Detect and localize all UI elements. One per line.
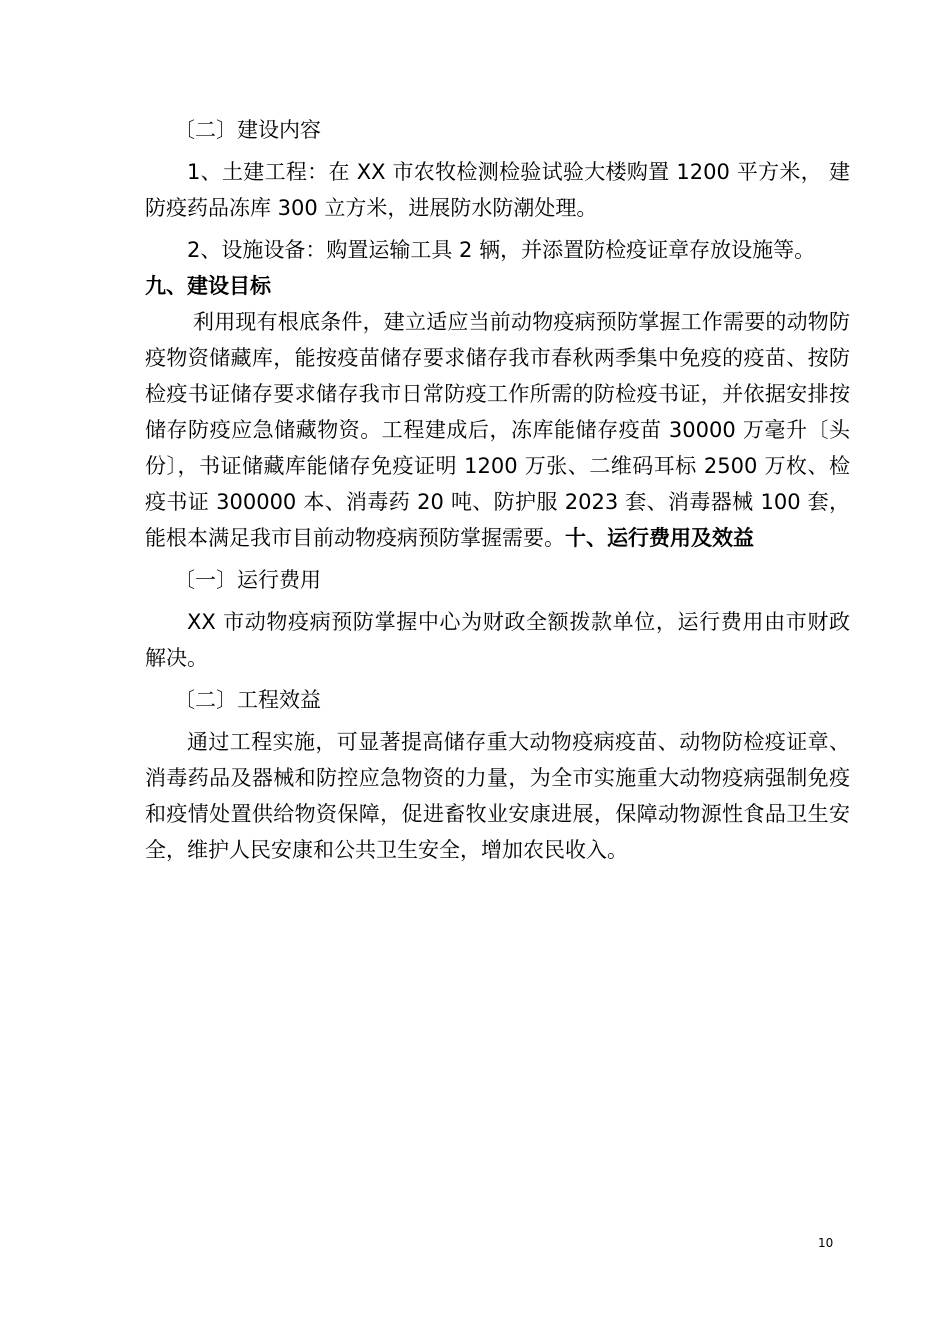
section-heading-operating-costs-benefits: 十、运行费用及效益 <box>565 526 754 550</box>
section-heading-construction-goals: 九、建设目标 <box>145 274 271 298</box>
construction-goals-body <box>145 304 850 556</box>
section-heading-construction-content: 〔二〕建设内容 <box>174 118 321 142</box>
project-benefits-body: 通过工程实施，可显著提高储存重大动物疫病疫苗、动物防检疫证章、消毒药品及器械和防控应急物资的力量，为全市实施重大动物疫病强制免疫和疫情处置供给物资保障，促进畜牧业安康进展，保障动物源性食品卫生安全，维护人民安康和公共卫生安全，增加农民收入。 <box>145 730 850 862</box>
section-heading-operating-costs: 〔一〕运行费用 <box>174 568 321 592</box>
section-heading-project-benefits: 〔二〕工程效益 <box>174 688 321 712</box>
operating-costs-body: XX 市动物疫病预防掌握中心为财政全额拨款单位，运行费用由市财政解决。 <box>145 610 850 670</box>
document-page <box>145 112 850 868</box>
construction-item-civil-works: 1、土建工程：在 XX 市农牧检测检验试验大楼购置 1200 平方米， 建防疫药品冻库 300 立方米，进展防水防潮处理。 <box>145 160 850 220</box>
page-number: 10 <box>818 1236 834 1250</box>
construction-goals-text: 利用现有根底条件，建立适应当前动物疫病预防掌握工作需要的动物防疫物资储藏库，能按疫苗储存要求储存我市春秋两季集中免疫的疫苗、按防检疫书证储存要求储存我市日常防疫工作所需的防检疫书证，并依据安排按储存防疫应急储藏物资。工程建成后，冻库能储存疫苗 30000 万毫升〔头份〕，书证储藏库能储存免疫证明 1200 万张、二维码耳标 2500 万枚、检疫书证 300000 本、消毒药 20 吨、防护服 2023 套、消毒器械 100 套，能根本满足我市目前动物疫病预防掌握需要。 <box>145 310 850 550</box>
construction-item-equipment: 2、设施设备：购置运输工具 2 辆，并添置防检疫证章存放设施等。 <box>187 238 816 262</box>
